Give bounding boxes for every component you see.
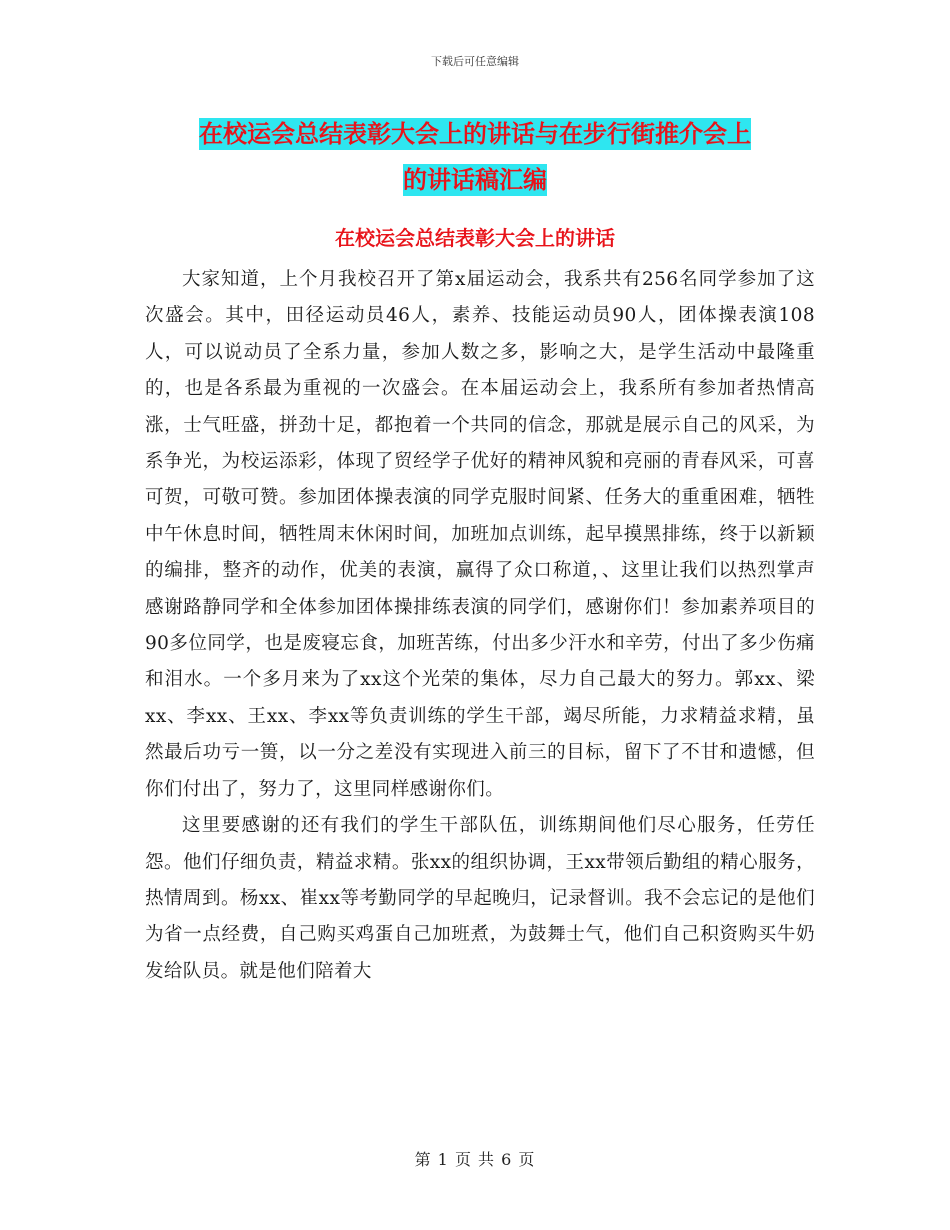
document-title-line-2: 的讲话稿汇编 [403, 166, 547, 194]
section-body [145, 262, 815, 990]
document-title [150, 111, 800, 203]
page-number: 第 1 页 共 6 页 [414, 1150, 536, 1169]
paragraph: 这里要感谢的还有我们的学生干部队伍，训练期间他们尽心服务，任劳任怨。他们仔细负责，精益求精。张xx的组织协调，王xx带领后勤组的精心服务，热情周到。杨xx、崔xx等考勤同学的早起晚归，记录督训。我不会忘记的是他们为省一点经费，自己购买鸡蛋自己加班煮，为鼓舞士气，他们自己积资购买牛奶发给队员。就是他们陪着大 [145, 815, 815, 982]
section-title: 在校运会总结表彰大会上的讲话 [335, 226, 615, 250]
paragraph: 大家知道，上个月我校召开了第x届运动会，我系共有256名同学参加了这次盛会。其中，田径运动员46人，素养、技能运动员90人，团体操表演108人，可以说动员了全系力量，参加人数之多，影响之大，是学生活动中最隆重的，也是各系最为重视的一次盛会。在本届运动会上，我系所有参加者热情高涨，士气旺盛，拼劲十足，都抱着一个共同的信念，那就是展示自己的风采，为系争光，为校运添彩，体现了贸经学子优好的精神风貌和亮丽的青春风采，可喜可贺，可敬可赞。参加团体操表演的同学克服时间紧、任务大的重重困难，牺牲中午休息时间，牺牲周末休闲时间，加班加点训练，起早摸黑排练，终于以新颖的编排，整齐的动作，优美的表演，赢得了众口称道，、这里让我们以热烈掌声感谢路静同学和全体参加团体操排练表演的同学们，感谢你们！参加素养项目的90多位同学，也是废寝忘食，加班苦练，付出多少汗水和辛劳，付出了多少伤痛和泪水。一个多月来为了xx这个光荣的集体，尽力自己最大的努力。郭xx、梁xx、李xx、王xx、李xx等负责训练的学生干部，竭尽所能，力求精益求精，虽然最后功亏一篑，以一分之差没有实现进入前三的目标，留下了不甘和遗憾，但你们付出了，努力了，这里同样感谢你们。 [145, 269, 815, 800]
document-title-line-1: 在校运会总结表彰大会上的讲话与在步行街推介会上 [199, 120, 751, 148]
header-note: 下载后可任意编辑 [431, 55, 519, 68]
